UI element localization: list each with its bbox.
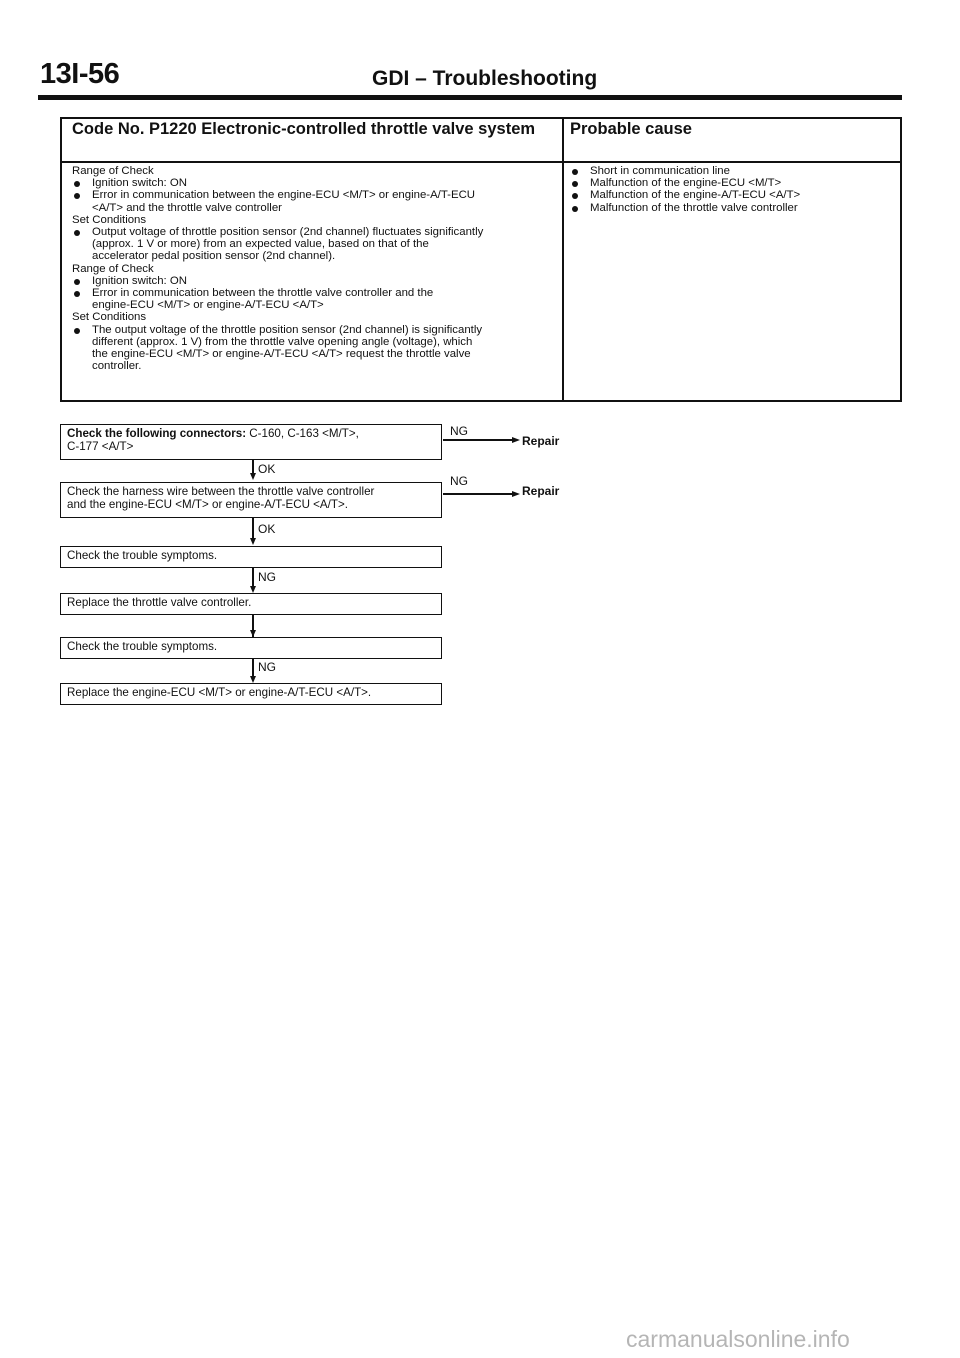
watermark: carmanualsonline.info (626, 1326, 850, 1352)
bullet-item (72, 275, 554, 287)
step-check-connectors-line2: C-177 <A/T> (67, 439, 134, 453)
step-check-connectors-bold: Check the following connectors: (67, 427, 247, 440)
flow-arrow-2 (250, 538, 256, 545)
text-line (72, 360, 554, 372)
text-line (72, 299, 554, 311)
text-line (72, 311, 554, 323)
ng-label-3: NG (258, 570, 276, 584)
text-line (72, 263, 554, 275)
ng-label-4: NG (258, 660, 276, 674)
line-text: engine-ECU <M/T> or engine-A/T-ECU <A/T> (92, 299, 324, 312)
flow-connector-3 (252, 568, 254, 587)
flow-arrow-4 (250, 630, 256, 637)
step-check-connectors (60, 424, 442, 460)
line-text: Range of Check (72, 262, 154, 275)
diagnosis-table (60, 117, 902, 402)
step-check-symptoms-1-text: Check the trouble symptoms. (67, 549, 218, 562)
cause-text: Short in communication line (590, 165, 730, 177)
repair-label-2: Repair (522, 484, 560, 498)
line-text: different (approx. 1 V) from the throttle valve opening angle (voltage), which (92, 335, 473, 348)
ng-arrow-2 (512, 491, 520, 497)
text-line (72, 336, 554, 348)
line-text: (approx. 1 V or more) from an expected value, based on that of the (92, 238, 429, 251)
repair-label-1: Repair (522, 434, 560, 448)
cause-item (570, 165, 890, 177)
text-line (72, 202, 554, 214)
ok-label-1: OK (258, 462, 276, 476)
line-text: Ignition switch: ON (92, 177, 187, 190)
step-replace-throttle-controller (60, 593, 442, 615)
bullet-dot-icon (572, 206, 578, 212)
step-check-symptoms-2-text: Check the trouble symptoms. (67, 640, 218, 653)
bullet-item (72, 177, 554, 189)
step-replace-ecu (60, 683, 442, 705)
bullet-item (72, 226, 554, 238)
step-check-symptoms-2 (60, 637, 442, 659)
flow-arrow-1 (250, 473, 256, 480)
line-text: Set Conditions (72, 213, 147, 226)
step-check-harness (60, 482, 442, 518)
bullet-dot-icon (74, 193, 80, 199)
table-header-divider (62, 161, 900, 163)
bullet-dot-icon (572, 193, 578, 199)
bullet-dot-icon (74, 328, 80, 334)
ng-line-1 (443, 439, 513, 441)
ng-label-2: NG (450, 474, 468, 488)
text-line (72, 165, 554, 177)
step-check-symptoms-1 (60, 546, 442, 568)
flow-connector-2 (252, 518, 254, 539)
bullet-dot-icon (572, 181, 578, 187)
line-text: Set Conditions (72, 311, 147, 324)
ng-line-2 (443, 493, 513, 495)
ng-label-1: NG (450, 424, 468, 438)
code-title: Code No. P1220 Electronic-controlled throttle valve system (72, 120, 536, 138)
cause-text: Malfunction of the engine-A/T-ECU <A/T> (590, 189, 801, 202)
bullet-dot-icon (74, 230, 80, 236)
text-line (72, 214, 554, 226)
ok-label-2: OK (258, 522, 276, 536)
page-number: 13I-56 (40, 58, 120, 90)
cause-item (570, 189, 890, 201)
step-check-harness-line2: and the engine-ECU <M/T> or engine-A/T-ECU <A/T>. (67, 497, 348, 511)
line-text: accelerator pedal position sensor (2nd channel). (92, 250, 336, 263)
step-replace-ecu-text: Replace the engine-ECU <M/T> or engine-A/T-ECU <A/T>. (67, 686, 372, 699)
cause-item (570, 177, 890, 189)
bullet-item (72, 287, 554, 299)
bullet-dot-icon (74, 181, 80, 187)
step-check-harness-line1: Check the harness wire between the throttle valve controller (67, 485, 375, 498)
check-conditions (72, 165, 554, 372)
step-replace-throttle-controller-text: Replace the throttle valve controller. (67, 596, 252, 609)
text-line (72, 238, 554, 250)
probable-causes (570, 165, 890, 214)
text-line (72, 250, 554, 262)
flow-arrow-5 (250, 676, 256, 683)
line-text: Error in communication between the engine-ECU <M/T> or engine-A/T-ECU (92, 189, 476, 202)
header-rule (38, 95, 902, 100)
line-text: Ignition switch: ON (92, 274, 187, 287)
bullet-dot-icon (74, 279, 80, 285)
bullet-item (72, 189, 554, 201)
cause-item (570, 202, 890, 214)
line-text: Error in communication between the throttle valve controller and the (92, 287, 434, 300)
page-title: GDI – Troubleshooting (372, 67, 598, 90)
bullet-dot-icon (74, 291, 80, 297)
text-line (72, 348, 554, 360)
flow-connector-1 (252, 460, 254, 474)
bullet-item (72, 324, 554, 336)
bullet-dot-icon (572, 169, 578, 175)
line-text: <A/T> and the throttle valve controller (92, 201, 282, 214)
line-text: the engine-ECU <M/T> or engine-A/T-ECU <A/T> request the throttle valve (92, 348, 471, 361)
line-text: Output voltage of throttle position sensor (2nd channel) fluctuates significantly (92, 226, 484, 239)
cause-text: Malfunction of the throttle valve controller (590, 201, 798, 214)
line-text: Range of Check (72, 165, 154, 177)
step-check-connectors-rest: C-160, C-163 <M/T>, (246, 427, 359, 440)
probable-cause-title: Probable cause (570, 120, 692, 138)
line-text: The output voltage of the throttle position sensor (2nd channel) is significantly (92, 323, 483, 336)
cause-text: Malfunction of the engine-ECU <M/T> (590, 177, 782, 190)
ng-arrow-1 (512, 437, 520, 443)
flow-arrow-3 (250, 586, 256, 593)
line-text: controller. (92, 360, 142, 373)
